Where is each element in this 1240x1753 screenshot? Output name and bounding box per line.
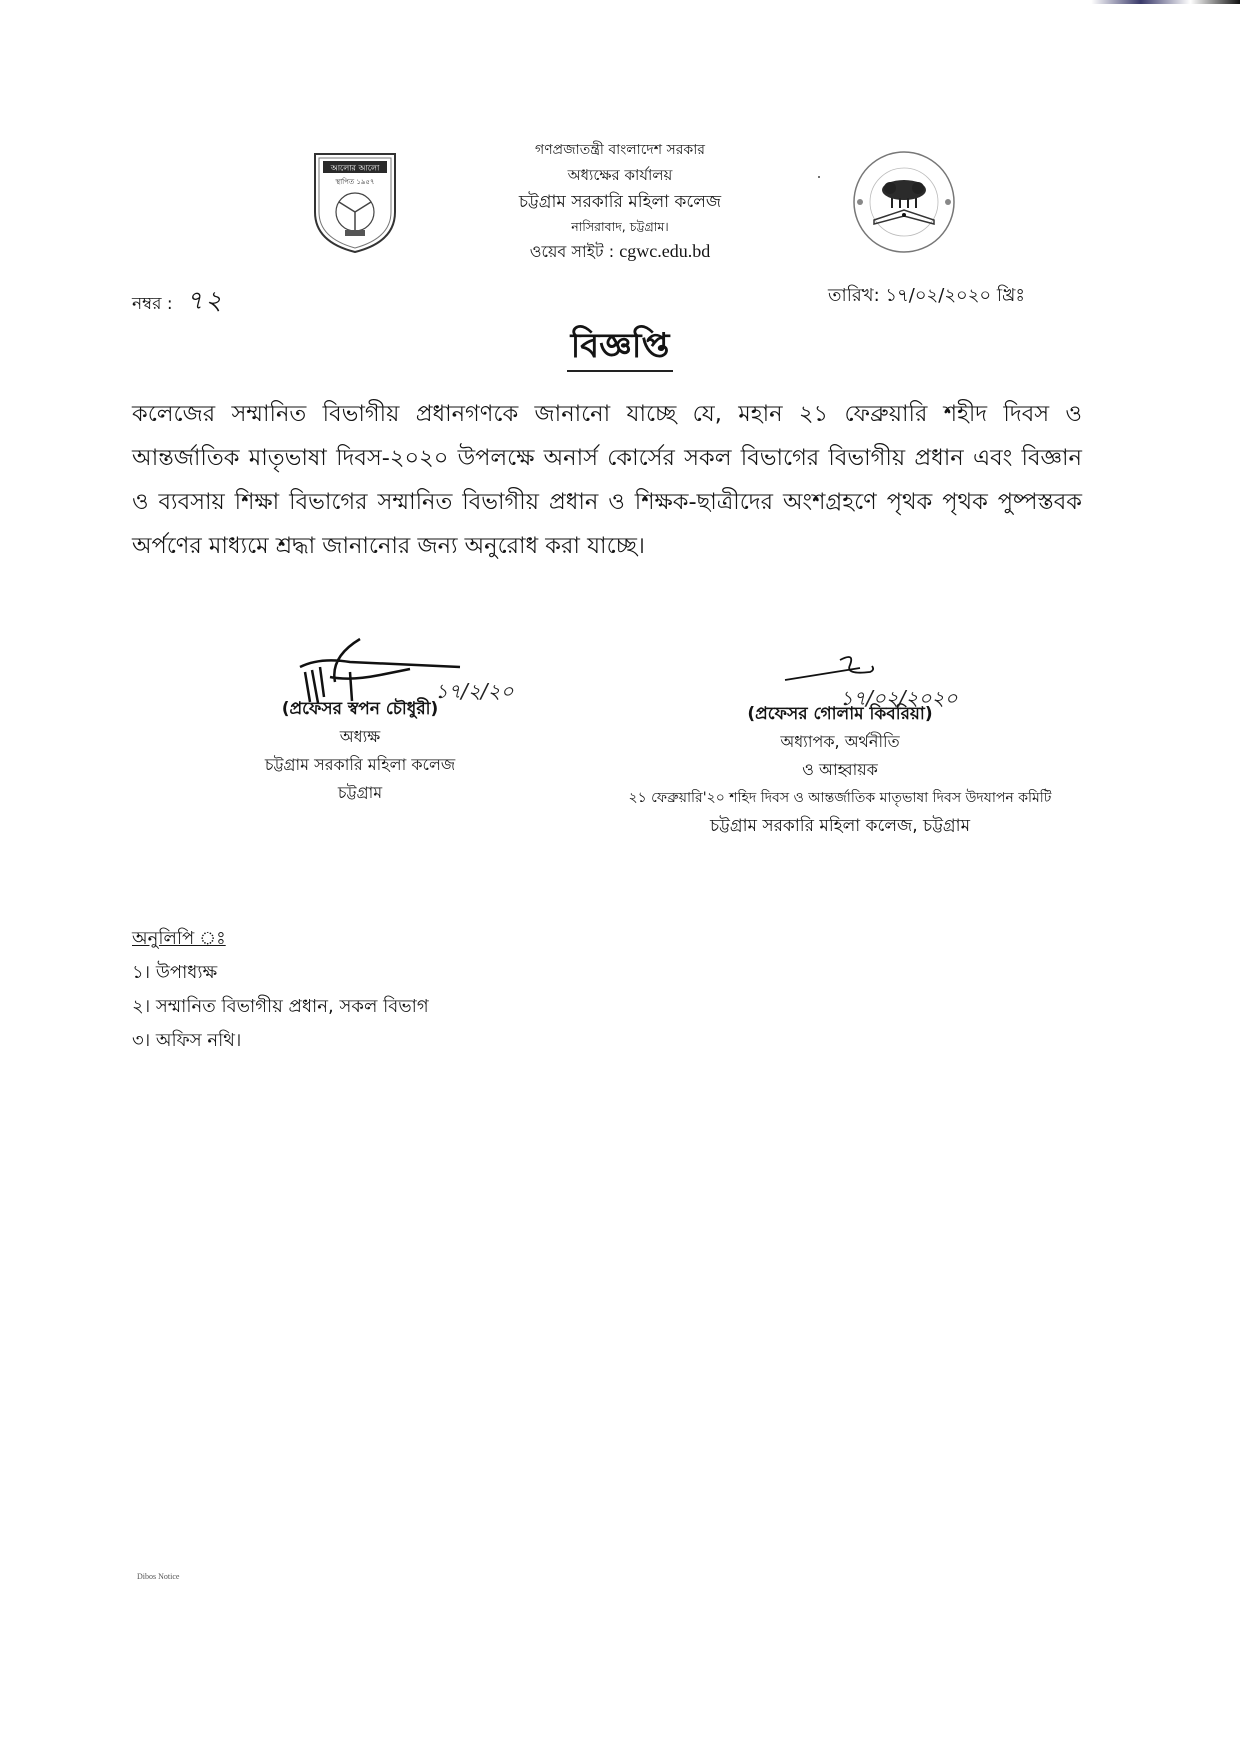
memo-number-label: নম্বর : bbox=[132, 294, 173, 314]
convener-handwritten-date: ১৭/০২/২০২০ bbox=[840, 686, 958, 710]
convener-designation: অধ্যাপক, অর্থনীতি bbox=[780, 732, 900, 751]
scan-speck bbox=[818, 176, 820, 178]
principal-name: (প্রফেসর স্বপন চৌধুরী) bbox=[281, 699, 439, 719]
convener-name: (প্রফেসর গোলাম কিবরিয়া) bbox=[747, 704, 933, 724]
principal-designation: অধ্যক্ষ bbox=[339, 727, 381, 746]
scan-edge bbox=[0, 0, 1240, 4]
signature-block-principal bbox=[230, 679, 514, 807]
signature-block-convener bbox=[580, 686, 1100, 840]
principal-handwritten-date: ১৭/২/২০ bbox=[435, 679, 514, 703]
notice-title-text: বিজ্ঞপ্তি bbox=[567, 326, 674, 372]
cc-item: ৩। অফিস নথি। bbox=[132, 1030, 242, 1051]
jubilee-seal-icon bbox=[850, 148, 958, 256]
website-line bbox=[440, 238, 800, 265]
cc-list bbox=[132, 922, 429, 1058]
office-name: অধ্যক্ষের কার্যালয় bbox=[567, 166, 673, 184]
notice-body: কলেজের সম্মানিত বিভাগীয় প্রধানগণকে জানানো যাচ্ছে যে, মহান ২১ ফেব্রুয়ারি শহীদ দিবস ও আন্তর্জাতিক মাতৃভাষা দিবস-২০২০ উপলক্ষে অনার্স কোর্সের সকল বিভাগের বিভাগীয় প্রধান এবং বিজ্ঞান ও ব্যবসায় শিক্ষা বিভাগের সম্মানিত বিভাগীয় প্রধান ও শিক্ষক-ছাত্রীদের অংশগ্রহণে পৃথক পৃথক পুষ্পস্তবক অর্পণের মাধ্যমে শ্রদ্ধা জানানোর জন্য অনুরোধ করা যাচ্ছে। bbox=[132, 401, 1082, 559]
convener-role: ও আহ্বায়ক bbox=[802, 760, 878, 779]
memo-date-value: ১৭/০২/২০২০ খ্রিঃ bbox=[885, 285, 1025, 306]
svg-text:আলোর আলো: আলোর আলো bbox=[330, 163, 380, 173]
principal-org: চট্টগ্রাম সরকারি মহিলা কলেজ bbox=[264, 755, 456, 774]
letterhead bbox=[440, 138, 800, 265]
website-link[interactable]: cgwc.edu.bd bbox=[619, 241, 711, 261]
cc-item: ১। উপাধ্যক্ষ bbox=[132, 962, 218, 983]
memo-number-value: ৭২ bbox=[186, 286, 224, 316]
svg-text:স্থাপিত ১৯৫৭: স্থাপিত ১৯৫৭ bbox=[335, 178, 375, 186]
memo-number bbox=[132, 280, 224, 324]
website-label: ওয়েব সাইট : bbox=[529, 242, 615, 261]
cc-title: অনুলিপি ঃ bbox=[132, 928, 226, 949]
memo-date bbox=[828, 281, 1025, 312]
government-name: গণপ্রজাতন্ত্রী বাংলাদেশ সরকার bbox=[535, 142, 705, 158]
convener-committee: ২১ ফেব্রুয়ারি'২০ শহিদ দিবস ও আন্তর্জাতিক মাতৃভাষা দিবস উদযাপন কমিটি bbox=[628, 790, 1052, 806]
convener-org: চট্টগ্রাম সরকারি মহিলা কলেজ, চট্টগ্রাম bbox=[709, 816, 971, 836]
college-address: নাসিরাবাদ, চট্টগ্রাম। bbox=[571, 219, 669, 234]
memo-date-label: তারিখ: bbox=[828, 285, 880, 306]
footer-note: Dibos Notice bbox=[137, 1572, 180, 1581]
principal-city: চট্টগ্রাম bbox=[337, 783, 383, 802]
college-name: চট্টগ্রাম সরকারি মহিলা কলেজ bbox=[518, 192, 722, 212]
college-crest-icon bbox=[311, 150, 399, 256]
notice-title bbox=[0, 320, 1240, 377]
cc-item: ২। সম্মানিত বিভাগীয় প্রধান, সকল বিভাগ bbox=[132, 996, 429, 1017]
